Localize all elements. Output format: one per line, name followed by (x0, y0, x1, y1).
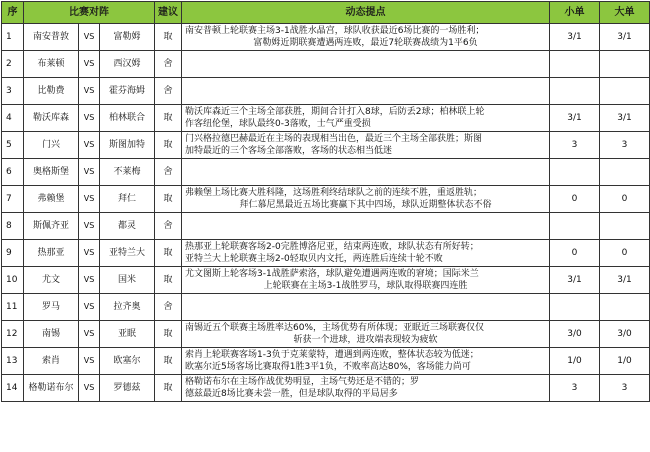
small-odds: 0 (550, 240, 600, 267)
analysis-line: 勒沃库森近三个主场全部获胜，期间合计打入8球，后防丢2球；柏林联上轮 (185, 107, 485, 117)
analysis-line: 作客纽伦堡，球队最终0-3落败，士气严重受损 (185, 119, 371, 129)
table-row (2, 240, 650, 267)
analysis-line: 尤文图斯上轮客场3-1战胜萨索洛，球队避免遭遇两连败的窘境；国际米兰 (185, 269, 479, 279)
big-odds: 0 (600, 240, 650, 267)
analysis-line: 加特最近的三个客场全部落败，客场的状态相当低迷 (185, 146, 393, 156)
home-team: 热那亚 (24, 240, 79, 267)
away-team: 拉齐奥 (100, 294, 155, 321)
home-team: 格勒诺布尔 (24, 375, 79, 402)
big-odds: 0 (600, 186, 650, 213)
vs-label: VS (79, 348, 100, 375)
analysis-line: 南锡近五个联赛主场胜率达60%，主场优势有所体现；亚眠近三场联赛仅仅 (185, 323, 485, 333)
table-row (2, 132, 650, 159)
analysis-line: 拜仁慕尼黑最近五场比赛赢下其中四场，球队近期整体状态不俗 (239, 200, 492, 210)
row-number: 5 (2, 132, 24, 159)
home-team: 弗赖堡 (24, 186, 79, 213)
table-row (2, 105, 650, 132)
away-team: 罗德兹 (100, 375, 155, 402)
row-number: 7 (2, 186, 24, 213)
home-team: 南安普敦 (24, 24, 79, 51)
analysis-line: 南安普顿上轮联赛主场3-1战胜水晶宫，球队收获最近6场比赛的一场胜利； (185, 26, 485, 36)
row-number: 9 (2, 240, 24, 267)
recommendation: 取 (155, 24, 182, 51)
away-team: 亚特兰大 (100, 240, 155, 267)
small-odds: 3 (550, 375, 600, 402)
vs-label: VS (79, 267, 100, 294)
big-odds: 3 (600, 132, 650, 159)
home-team: 门兴 (24, 132, 79, 159)
big-odds (600, 213, 650, 240)
match-analysis (182, 51, 550, 78)
away-team: 国米 (100, 267, 155, 294)
row-number: 3 (2, 78, 24, 105)
away-team: 柏林联合 (100, 105, 155, 132)
home-team: 尤文 (24, 267, 79, 294)
recommendation: 取 (155, 375, 182, 402)
home-team: 布莱顿 (24, 51, 79, 78)
away-team: 富勒姆 (100, 24, 155, 51)
vs-label: VS (79, 321, 100, 348)
match-analysis (182, 240, 550, 267)
table-row (2, 213, 650, 240)
table-row (2, 321, 650, 348)
table-row (2, 78, 650, 105)
big-odds (600, 294, 650, 321)
vs-label: VS (79, 105, 100, 132)
header-num: 序 (2, 2, 24, 24)
row-number: 12 (2, 321, 24, 348)
table-row (2, 375, 650, 402)
home-team: 斯佩齐亚 (24, 213, 79, 240)
home-team: 罗马 (24, 294, 79, 321)
home-team: 比勒费 (24, 78, 79, 105)
header-match: 比赛对阵 (24, 2, 155, 24)
recommendation: 取 (155, 348, 182, 375)
row-number: 2 (2, 51, 24, 78)
table-row (2, 24, 650, 51)
match-analysis (182, 24, 550, 51)
header-row (2, 2, 650, 24)
match-analysis (182, 348, 550, 375)
header-small: 小单 (550, 2, 600, 24)
small-odds (550, 213, 600, 240)
recommendation: 取 (155, 132, 182, 159)
small-odds: 3/1 (550, 267, 600, 294)
small-odds (550, 51, 600, 78)
home-team: 南锡 (24, 321, 79, 348)
recommendation: 舍 (155, 78, 182, 105)
match-analysis (182, 186, 550, 213)
away-team: 霍芬海姆 (100, 78, 155, 105)
match-analysis (182, 105, 550, 132)
row-number: 6 (2, 159, 24, 186)
match-analysis (182, 213, 550, 240)
analysis-line: 斩获一个进球，进攻端表现较为疲软 (293, 335, 438, 345)
recommendation: 舍 (155, 213, 182, 240)
analysis-line: 上轮联赛在主场3-1战胜罗马，球队取得联赛四连胜 (263, 281, 468, 291)
home-team: 奥格斯堡 (24, 159, 79, 186)
vs-label: VS (79, 24, 100, 51)
vs-label: VS (79, 132, 100, 159)
match-analysis (182, 375, 550, 402)
row-number: 10 (2, 267, 24, 294)
small-odds (550, 294, 600, 321)
analysis-line: 门兴格拉德巴赫最近在主场的表现相当出色，最近三个主场全部获胜；斯图 (185, 134, 483, 144)
vs-label: VS (79, 159, 100, 186)
table-row (2, 51, 650, 78)
recommendation: 取 (155, 321, 182, 348)
big-odds: 1/0 (600, 348, 650, 375)
small-odds: 3/0 (550, 321, 600, 348)
header-rec: 建议 (155, 2, 182, 24)
vs-label: VS (79, 186, 100, 213)
small-odds: 0 (550, 186, 600, 213)
analysis-line: 弗赖堡上场比赛大胜科隆，这场胜利终结球队之前的连续不胜，重返胜轨； (185, 188, 483, 198)
big-odds: 3/1 (600, 267, 650, 294)
row-number: 4 (2, 105, 24, 132)
big-odds (600, 51, 650, 78)
match-analysis (182, 78, 550, 105)
analysis-line: 格勒诺布尔在主场作战优势明显，主场气势还是不错的；罗 (185, 377, 420, 387)
away-team: 不莱梅 (100, 159, 155, 186)
table-body (2, 24, 650, 402)
recommendation: 取 (155, 240, 182, 267)
recommendation: 取 (155, 105, 182, 132)
vs-label: VS (79, 213, 100, 240)
table-row (2, 267, 650, 294)
row-number: 8 (2, 213, 24, 240)
small-odds: 3/1 (550, 24, 600, 51)
row-number: 14 (2, 375, 24, 402)
small-odds: 3/1 (550, 105, 600, 132)
big-odds: 3/1 (600, 105, 650, 132)
table-row (2, 186, 650, 213)
recommendation: 舍 (155, 51, 182, 78)
small-odds: 1/0 (550, 348, 600, 375)
away-team: 欧塞尔 (100, 348, 155, 375)
analysis-line: 索肖上轮联赛客场1-3负于克莱蒙特，遭遇到两连败，整体状态较为低迷； (185, 350, 479, 360)
match-analysis (182, 267, 550, 294)
vs-label: VS (79, 240, 100, 267)
big-odds (600, 78, 650, 105)
recommendation: 舍 (155, 294, 182, 321)
match-table (1, 1, 650, 402)
small-odds: 3 (550, 132, 600, 159)
away-team: 拜仁 (100, 186, 155, 213)
big-odds: 3/1 (600, 24, 650, 51)
vs-label: VS (79, 375, 100, 402)
match-analysis (182, 132, 550, 159)
away-team: 西汉姆 (100, 51, 155, 78)
home-team: 索肖 (24, 348, 79, 375)
recommendation: 舍 (155, 159, 182, 186)
row-number: 1 (2, 24, 24, 51)
big-odds: 3 (600, 375, 650, 402)
analysis-line: 富勒姆近期联赛遭遇两连败，最近7轮联赛战绩为1平6负 (253, 38, 478, 48)
match-analysis (182, 159, 550, 186)
header-big: 大单 (600, 2, 650, 24)
table-row (2, 294, 650, 321)
small-odds (550, 78, 600, 105)
home-team: 勒沃库森 (24, 105, 79, 132)
recommendation: 取 (155, 267, 182, 294)
match-analysis (182, 294, 550, 321)
table-row (2, 348, 650, 375)
small-odds (550, 159, 600, 186)
analysis-line: 亚特兰大上轮联赛主场2-0轻取贝内文托，两连胜后连续十轮不败 (185, 254, 443, 264)
vs-label: VS (79, 78, 100, 105)
table-row (2, 159, 650, 186)
header-desc: 动态提点 (182, 2, 550, 24)
row-number: 13 (2, 348, 24, 375)
recommendation: 取 (155, 186, 182, 213)
big-odds: 3/0 (600, 321, 650, 348)
vs-label: VS (79, 51, 100, 78)
analysis-line: 热那亚上轮联赛客场2-0完胜博洛尼亚，结束两连败，球队状态有所好转； (185, 242, 479, 252)
vs-label: VS (79, 294, 100, 321)
row-number: 11 (2, 294, 24, 321)
analysis-line: 欧塞尔近5场客场比赛取得1胜3平1负，不败率高达80%，客场能力尚可 (185, 362, 471, 372)
big-odds (600, 159, 650, 186)
away-team: 斯图加特 (100, 132, 155, 159)
match-analysis (182, 321, 550, 348)
away-team: 亚眠 (100, 321, 155, 348)
away-team: 都灵 (100, 213, 155, 240)
analysis-line: 德兹最近8场比赛未尝一胜，但是球队取得的平局居多 (185, 389, 398, 399)
